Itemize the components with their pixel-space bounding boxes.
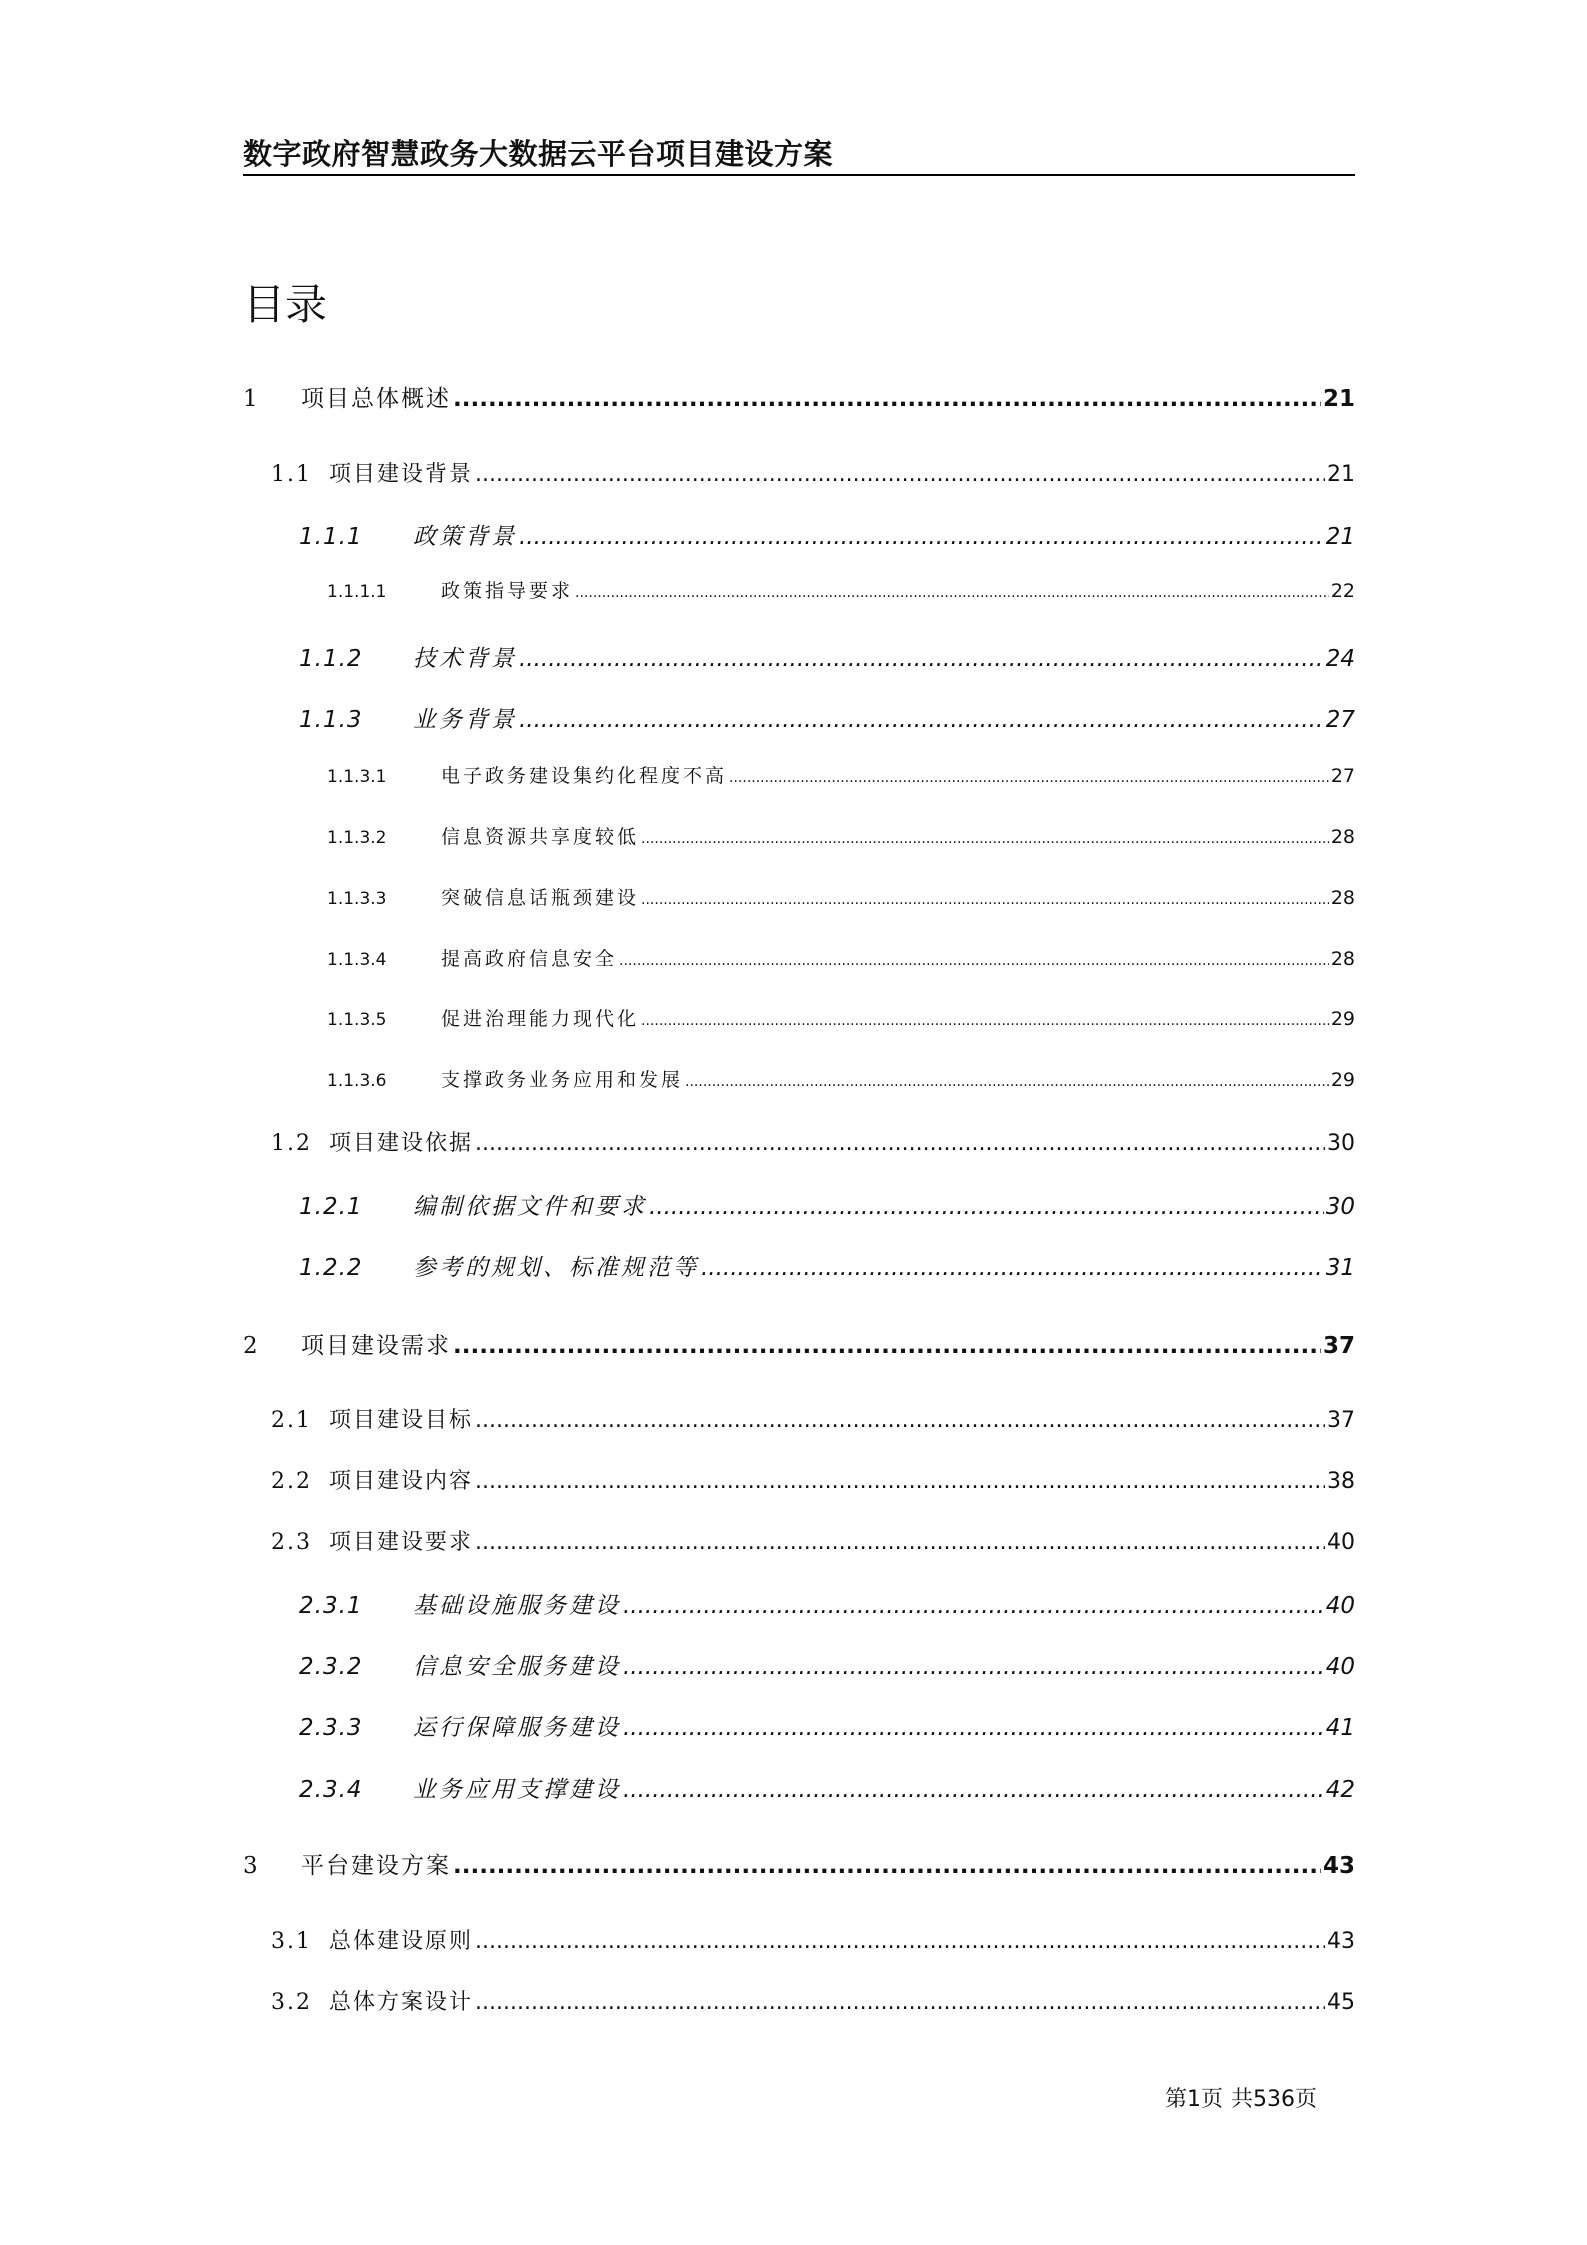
toc-entry-title: 项目建设需求	[301, 1333, 451, 1359]
toc-entry-title: 项目总体概述	[301, 386, 451, 412]
toc-entry-title: 业务应用支撑建设	[413, 1777, 621, 1803]
toc-dot-leader	[475, 462, 1325, 487]
page-number: 第1页	[1165, 2087, 1223, 2112]
toc-entry-title: 促进治理能力现代化	[441, 1008, 640, 1030]
toc-entry[interactable]	[243, 1587, 1355, 1627]
toc-entry-number: 1.2.1	[299, 1194, 363, 1220]
toc-heading: 目录	[243, 280, 328, 329]
toc-entry-title: 总体建设原则	[329, 1929, 474, 1954]
toc-entry[interactable]	[243, 640, 1355, 680]
toc-entry-page: 40	[1325, 1593, 1355, 1619]
toc-dot-leader	[575, 585, 1329, 601]
toc-entry-title: 支撑政务业务应用和发展	[441, 1069, 684, 1091]
toc-dot-leader	[623, 1777, 1324, 1803]
toc-entry-page: 38	[1327, 1469, 1355, 1494]
toc-dot-leader	[619, 953, 1329, 969]
toc-dot-leader	[623, 1654, 1324, 1680]
toc-entry-title: 政策背景	[413, 524, 517, 550]
toc-entry-page: 31	[1325, 1255, 1355, 1281]
toc-entry[interactable]	[243, 701, 1355, 741]
toc-entry-page: 24	[1325, 646, 1355, 672]
toc-entry-page: 40	[1325, 1654, 1355, 1680]
toc-entry-page: 28	[1330, 948, 1355, 970]
toc-entry[interactable]	[243, 1249, 1355, 1289]
toc-dot-leader	[649, 1194, 1324, 1220]
toc-entry-page: 41	[1325, 1715, 1355, 1741]
toc-entry-number: 2.1	[271, 1408, 312, 1433]
toc-entry-title: 项目建设目标	[329, 1408, 474, 1433]
toc-entry-page: 40	[1327, 1530, 1355, 1555]
toc-dot-leader	[641, 1013, 1329, 1029]
toc-entry-number: 1.1.3.4	[327, 950, 387, 970]
toc-entry-number: 1.1.2	[299, 646, 363, 672]
toc-entry-title: 业务背景	[413, 707, 517, 733]
toc-entry[interactable]	[243, 1065, 1355, 1105]
toc-entry-number: 1.1.3.1	[327, 767, 387, 787]
toc-entry-title: 平台建设方案	[301, 1853, 451, 1879]
toc-entry-title: 项目建设内容	[329, 1469, 474, 1494]
toc-dot-leader	[623, 1593, 1324, 1619]
toc-entry[interactable]	[243, 883, 1355, 923]
toc-entry-title: 项目建设依据	[329, 1131, 474, 1156]
toc-entry-number: 2.3	[271, 1530, 312, 1555]
toc-dot-leader	[623, 1715, 1324, 1741]
toc-entry-page: 28	[1330, 887, 1355, 909]
toc-entry-number: 1.1.1	[299, 524, 363, 550]
toc-entry-number: 1.2.2	[299, 1255, 363, 1281]
toc-entry-number: 1	[243, 386, 258, 412]
toc-entry[interactable]	[243, 1525, 1355, 1565]
toc-entry-page: 37	[1322, 1333, 1355, 1359]
toc-entry-title: 项目建设要求	[329, 1530, 474, 1555]
toc-entry-title: 信息资源共享度较低	[441, 826, 640, 848]
toc-entry-number: 2.3.3	[299, 1715, 363, 1741]
toc-entry-number: 3.1	[271, 1929, 312, 1954]
toc-entry-title: 信息安全服务建设	[413, 1654, 621, 1680]
toc-entry[interactable]	[243, 822, 1355, 862]
toc-entry-number: 1.1.3.2	[327, 828, 387, 848]
total-pages: 共536页	[1231, 2087, 1317, 2112]
document-header-title: 数字政府智慧政务大数据云平台项目建设方案	[243, 137, 834, 171]
page-footer	[1165, 2082, 1325, 2113]
toc-entry-number: 1.1.3	[299, 707, 363, 733]
toc-dot-leader	[475, 1131, 1325, 1156]
toc-entry-number: 2.3.4	[299, 1777, 363, 1803]
toc-dot-leader	[641, 831, 1329, 847]
toc-entry[interactable]	[243, 1126, 1355, 1166]
toc-entry[interactable]	[243, 1924, 1355, 1964]
toc-entry[interactable]	[243, 1188, 1355, 1228]
toc-entry[interactable]	[243, 761, 1355, 801]
toc-entry[interactable]	[243, 1771, 1355, 1811]
toc-entry-number: 2.2	[271, 1469, 312, 1494]
toc-dot-leader	[475, 1408, 1325, 1433]
toc-entry-number: 1.2	[271, 1131, 312, 1156]
toc-entry-number: 3	[243, 1853, 258, 1879]
toc-entry[interactable]	[243, 944, 1355, 984]
toc-dot-leader	[519, 524, 1324, 550]
toc-entry-page: 42	[1325, 1777, 1355, 1803]
toc-entry-page: 21	[1327, 462, 1355, 487]
toc-entry-number: 2.3.2	[299, 1654, 363, 1680]
toc-entry-page: 21	[1325, 524, 1355, 550]
toc-entry[interactable]	[243, 1464, 1355, 1504]
toc-entry-page: 43	[1327, 1929, 1355, 1954]
toc-entry[interactable]	[243, 518, 1355, 558]
toc-entry-page: 29	[1330, 1069, 1355, 1091]
toc-entry-page: 37	[1327, 1408, 1355, 1433]
toc-entry-title: 总体方案设计	[329, 1990, 474, 2015]
toc-entry-number: 1.1.3.6	[327, 1071, 387, 1091]
toc-dot-leader	[641, 892, 1329, 908]
toc-dot-leader	[685, 1074, 1329, 1090]
toc-entry-title: 技术背景	[413, 646, 517, 672]
toc-entry-page: 43	[1322, 1853, 1355, 1879]
toc-entry-title: 电子政务建设集约化程度不高	[441, 765, 728, 787]
toc-entry-page: 29	[1330, 1008, 1355, 1030]
toc-entry[interactable]	[243, 1985, 1355, 2025]
toc-dot-leader	[475, 1469, 1325, 1494]
toc-entry[interactable]	[243, 1648, 1355, 1688]
toc-entry[interactable]	[243, 1847, 1355, 1887]
toc-dot-leader	[475, 1990, 1325, 2015]
toc-entry[interactable]	[243, 1327, 1355, 1367]
toc-dot-leader	[701, 1255, 1324, 1281]
toc-entry-page: 27	[1325, 707, 1355, 733]
toc-entry-title: 提高政府信息安全	[441, 948, 618, 970]
toc-dot-leader	[475, 1530, 1325, 1555]
toc-entry-number: 2	[243, 1333, 258, 1359]
toc-entry[interactable]	[243, 576, 1355, 616]
toc-dot-leader	[729, 770, 1329, 786]
toc-entry-title: 参考的规划、标准规范等	[413, 1255, 699, 1281]
toc-entry-title: 突破信息话瓶颈建设	[441, 887, 640, 909]
toc-entry[interactable]	[243, 1004, 1355, 1044]
toc-dot-leader	[519, 646, 1324, 672]
toc-entry-page: 28	[1330, 826, 1355, 848]
toc-entry[interactable]	[243, 457, 1355, 497]
toc-entry-number: 1.1.3.5	[327, 1010, 387, 1030]
toc-entry-page: 30	[1327, 1131, 1355, 1156]
toc-dot-leader	[519, 707, 1324, 733]
toc-entry-title: 项目建设背景	[329, 462, 474, 487]
toc-dot-leader	[475, 1929, 1325, 1954]
toc-entry-number: 1.1	[271, 462, 312, 487]
toc-entry[interactable]	[243, 1403, 1355, 1443]
toc-entry-page: 21	[1322, 386, 1355, 412]
toc-entry[interactable]	[243, 1709, 1355, 1749]
toc-dot-leader	[453, 1333, 1321, 1359]
toc-entry-number: 3.2	[271, 1990, 312, 2015]
toc-entry-number: 1.1.3.3	[327, 889, 387, 909]
toc-entry-title: 运行保障服务建设	[413, 1715, 621, 1741]
toc-entry[interactable]	[243, 380, 1355, 420]
toc-entry-title: 政策指导要求	[441, 580, 574, 602]
toc-entry-number: 1.1.1.1	[327, 582, 387, 602]
toc-dot-leader	[453, 1853, 1321, 1879]
toc-entry-title: 基础设施服务建设	[413, 1593, 621, 1619]
toc-entry-number: 2.3.1	[299, 1593, 363, 1619]
toc-entry-title: 编制依据文件和要求	[413, 1194, 647, 1220]
toc-entry-page: 27	[1330, 765, 1355, 787]
toc-entry-page: 22	[1330, 580, 1355, 602]
toc-entry-page: 30	[1325, 1194, 1355, 1220]
toc-dot-leader	[453, 386, 1321, 412]
toc-entry-page: 45	[1327, 1990, 1355, 2015]
